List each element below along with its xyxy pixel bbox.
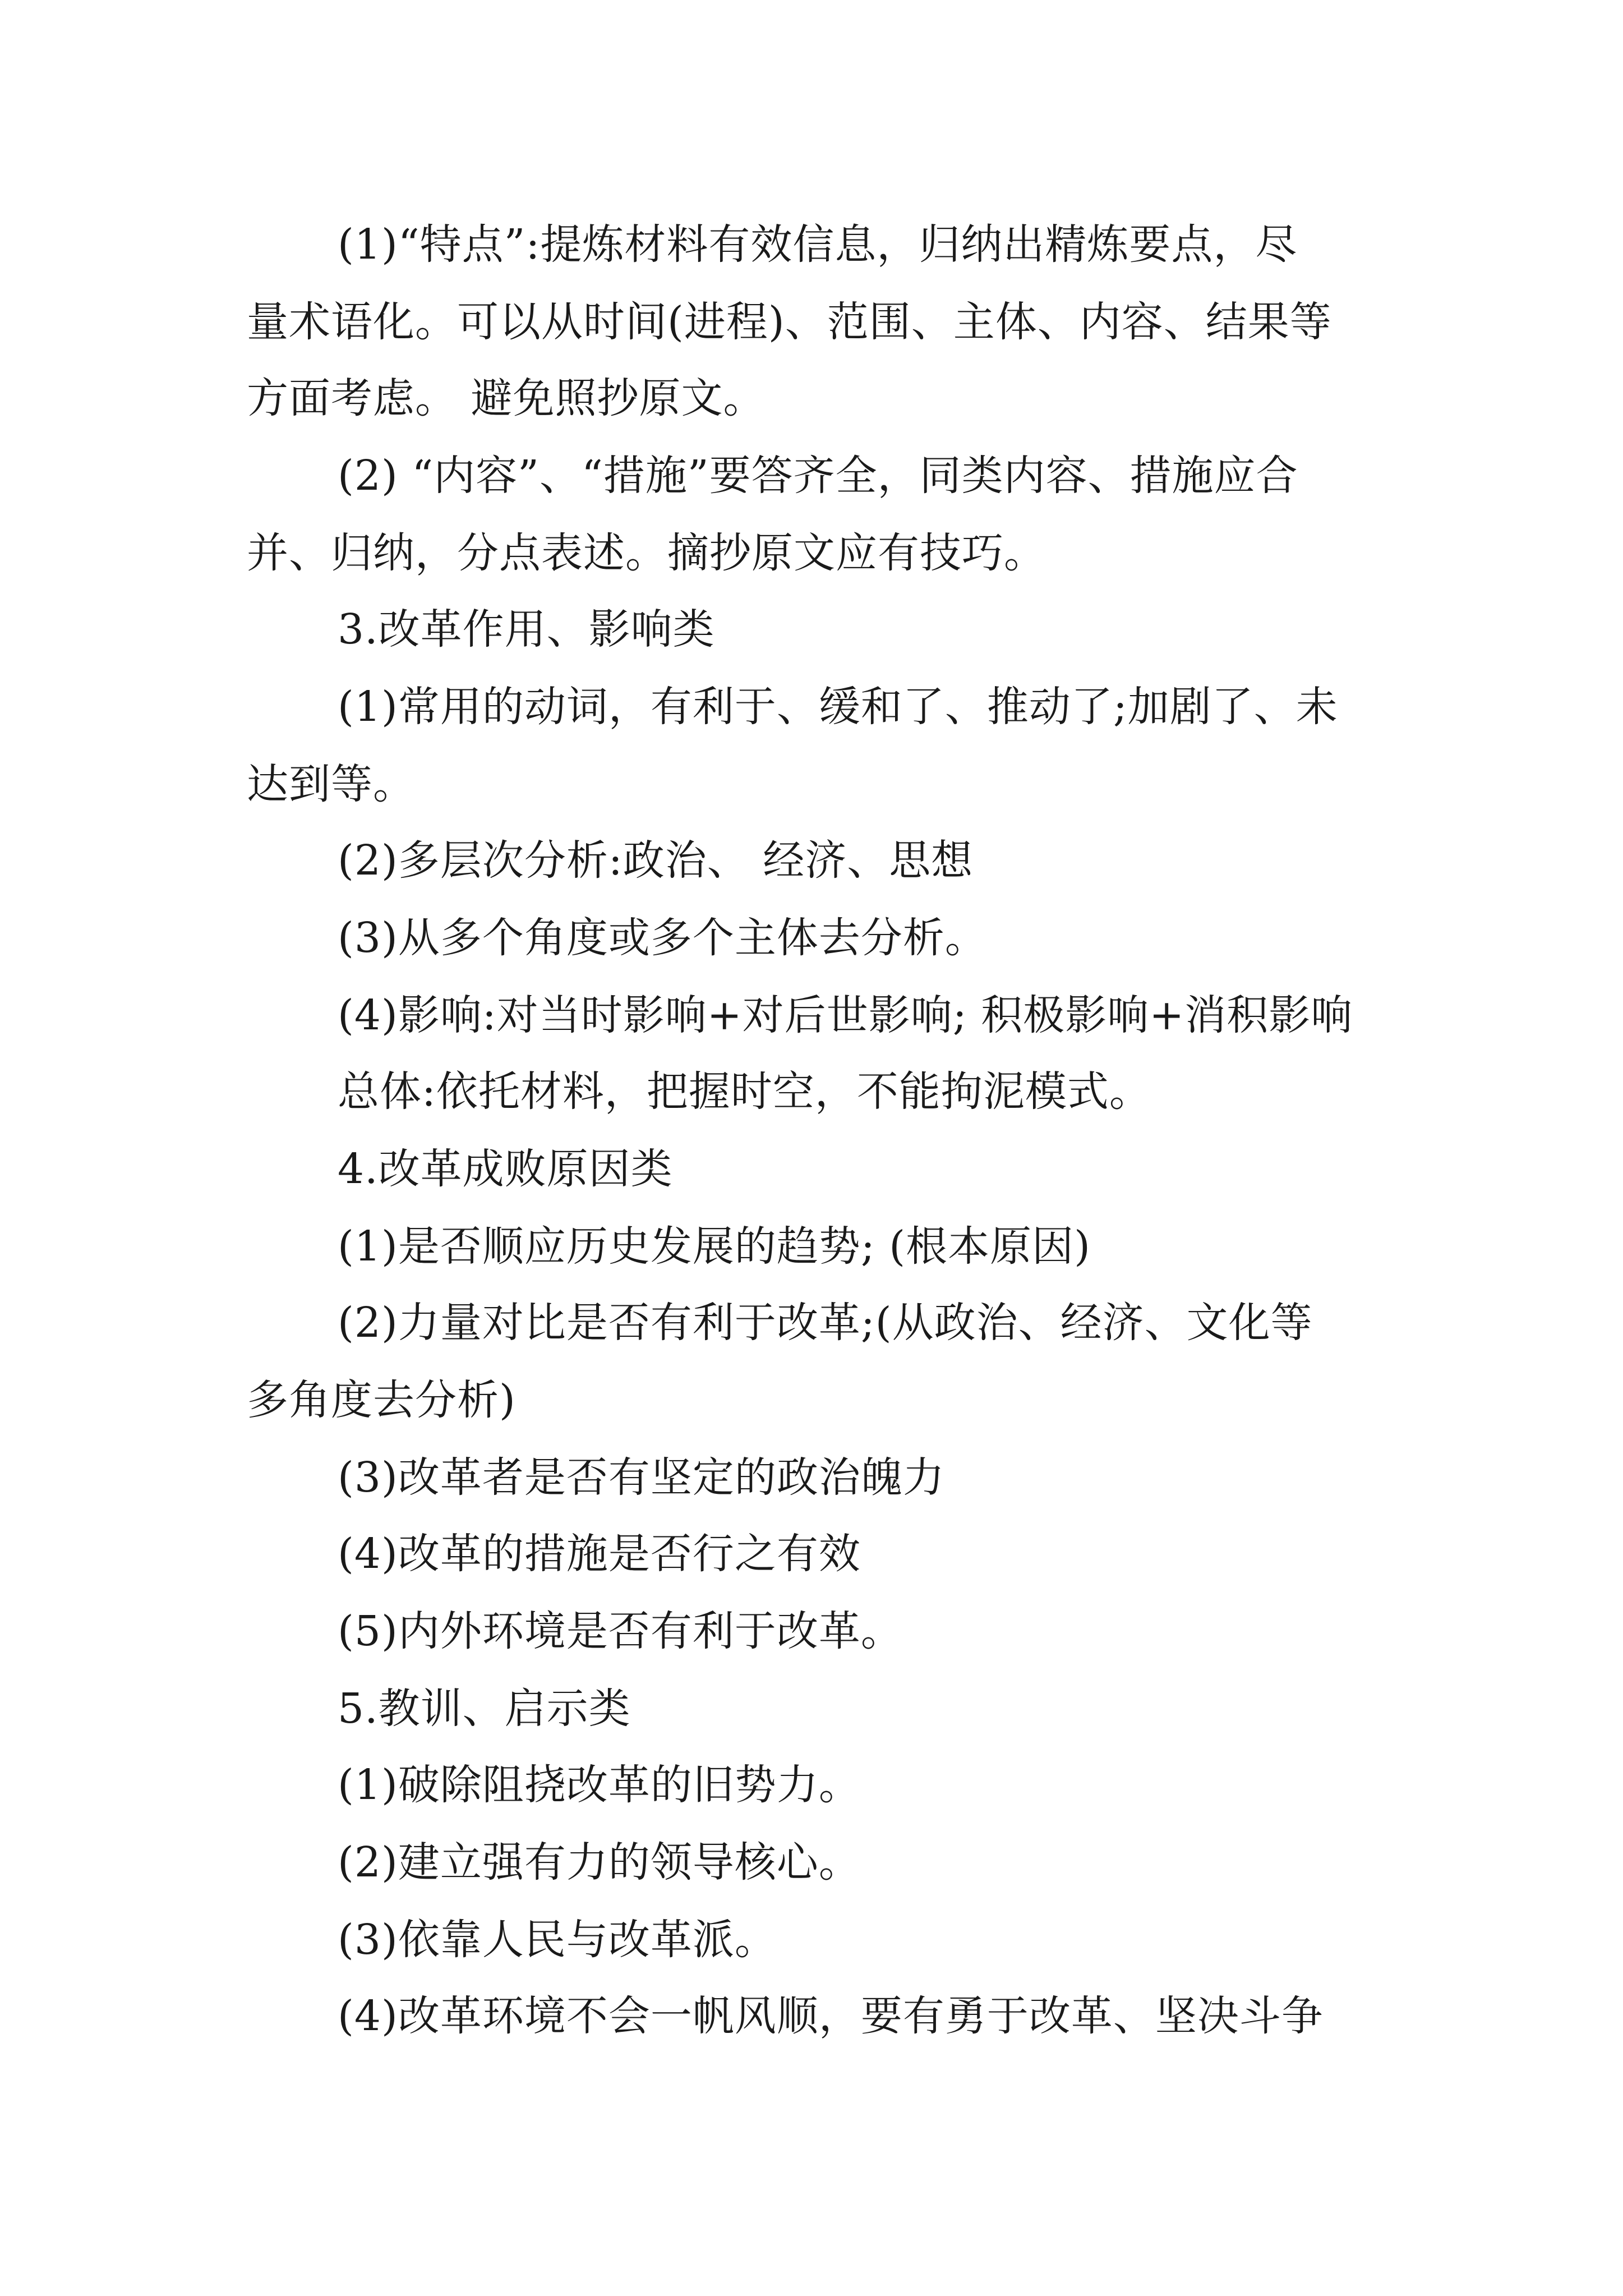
text-line: (4)改革环境不会一帆风顺，要有勇于改革、坚决斗争 (338, 1992, 1324, 2040)
text-line: (1)常用的动词，有利于、缓和了、推动了;加剧了、未 (338, 683, 1338, 731)
text-line: 并、归纳，分点表述。摘抄原文应有技巧。 (247, 529, 1046, 577)
text-line: 总体:依托材料，把握时空，不能拘泥模式。 (338, 1068, 1151, 1116)
text-line: (4)改革的措施是否行之有效 (338, 1530, 861, 1578)
text-line: (2)建立强有力的领导核心。 (338, 1838, 861, 1887)
text-line: (2) “内容”、“措施”要答齐全，同类内容、措施应合 (338, 452, 1298, 500)
text-line: (3)依靠人民与改革派。 (338, 1916, 777, 1964)
text-line: (3)改革者是否有坚定的政治魄力 (338, 1453, 945, 1502)
section-heading: 3.改革作用、影响类 (338, 605, 715, 654)
text-line: (4)影响:对当时影响+对后世影响; 积极影响+消积影响 (338, 991, 1353, 1039)
text-line: (1)“特点”:提炼材料有效信息，归纳出精炼要点，尽 (338, 220, 1298, 269)
text-line: 多角度去分析) (247, 1376, 516, 1424)
text-line: (5)内外环境是否有利于改革。 (338, 1607, 903, 1655)
section-heading: 4.改革成败原因类 (338, 1145, 673, 1193)
text-line: (3)从多个角度或多个主体去分析。 (338, 914, 987, 962)
text-line: 达到等。 (247, 760, 415, 808)
text-line: (2)多层次分析:政治、 经济、思想 (338, 836, 974, 885)
section-heading: 5.教训、启示类 (338, 1685, 631, 1733)
text-line: (1)破除阻挠改革的旧势力。 (338, 1761, 861, 1809)
text-line: (2)力量对比是否有利于改革;(从政治、经济、文化等 (338, 1299, 1313, 1347)
text-line: 量术语化。可以从时间(进程)、范围、主体、内容、结果等 (247, 298, 1332, 346)
text-line: 方面考虑。 避免照抄原文。 (247, 374, 766, 422)
text-line: (1)是否顺应历史发展的趋势; (根本原因) (338, 1222, 1091, 1271)
